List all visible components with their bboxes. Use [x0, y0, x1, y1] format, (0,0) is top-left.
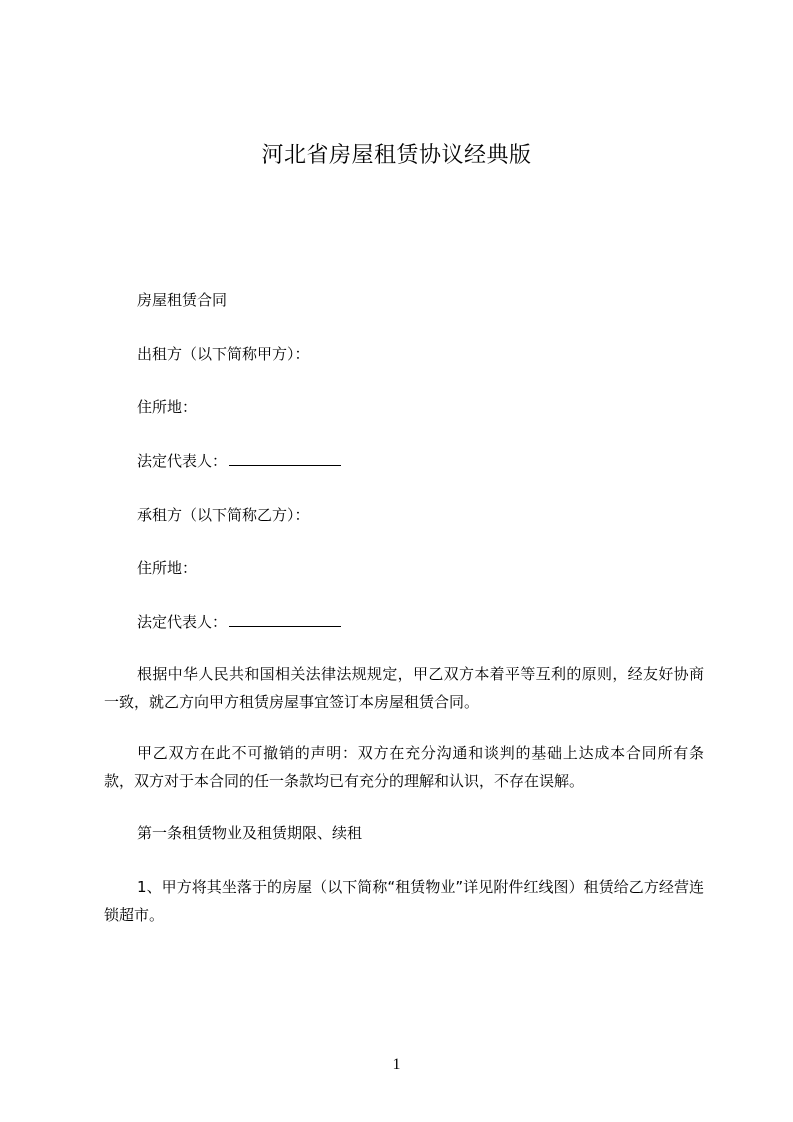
lessee-representative-line [137, 612, 341, 632]
lessor-address-label: 住所地： [137, 398, 198, 416]
document-title: 河北省房屋租赁协议经典版 [261, 143, 532, 168]
lessor-representative-blank [229, 451, 341, 466]
contract-heading: 房屋租赁合同 [137, 291, 228, 309]
lessor-representative-label: 法定代表人： [137, 452, 228, 470]
page-number: 1 [392, 1056, 401, 1073]
paragraph-legal-basis: 根据中华人民共和国相关法律法规规定，甲乙双方本着平等互利的原则，经友好协商一致，就乙方向甲方租赁房屋事宜签订本房屋租赁合同。 [104, 665, 704, 711]
article-1-item-1: 1、甲方将其坐落于的房屋（以下简称“租赁物业”详见附件红线图）租赁给乙方经营连锁超市。 [104, 878, 704, 924]
lessee-representative-label: 法定代表人： [137, 613, 228, 631]
lessor-label: 出租方（以下简称甲方）： [137, 345, 310, 363]
article-1-heading: 第一条租赁物业及租赁期限、续租 [137, 824, 363, 842]
lessee-label: 承租方（以下简称乙方）： [137, 506, 310, 524]
paragraph-declaration: 甲乙双方在此不可撤销的声明：双方在充分沟通和谈判的基础上达成本合同所有条款，双方对于本合同的任一条款均已有充分的理解和认识，不存在误解。 [104, 744, 704, 790]
lessee-representative-blank [229, 612, 341, 627]
lessor-representative-line [137, 451, 341, 471]
lessee-address-label: 住所地： [137, 559, 198, 577]
